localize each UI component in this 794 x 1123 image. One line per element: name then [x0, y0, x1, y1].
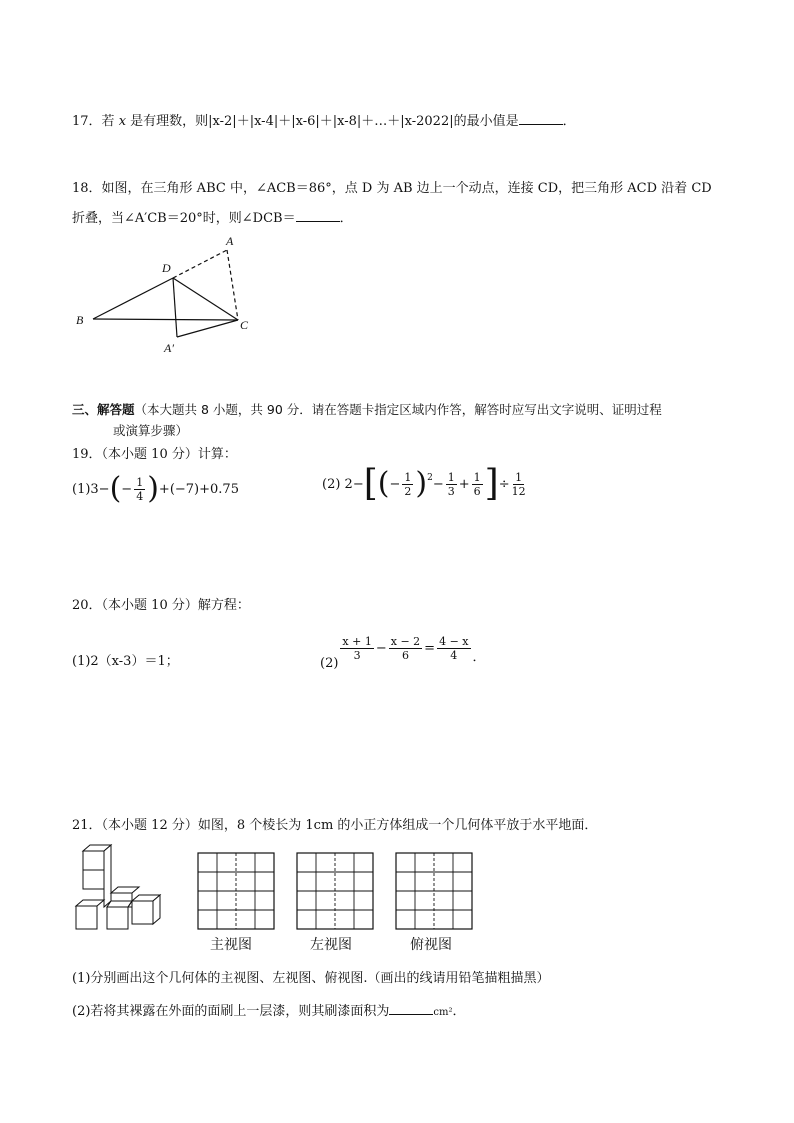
question-18-line2: 折叠，当∠A′CB＝20°时，则∠DCB＝ ．: [72, 211, 353, 226]
segment-DC: [173, 278, 238, 320]
section-3-heading-line2: 或演算步骤）: [113, 423, 189, 438]
question-21-header: 21．（本小题 12 分）如图，8 个棱长为 1cm 的小正方体组成一个几何体平放于水平地面．: [72, 818, 598, 833]
q17-text: 是有理数，则|x-2|＋|x-4|＋|x-6|＋|x-8|＋…＋|x-2022|的最小值是: [126, 114, 519, 129]
question-18-line1: 18．如图，在三角形 ABC 中，∠ACB＝86°，点 D 为 AB 边上一个动点，连接 CD，把三角形 ACD 沿着 CD: [72, 181, 712, 196]
grid-left-view[interactable]: [296, 852, 376, 932]
q20-part2: (2) $\frac{x + 1}{3}$ − $\frac{x - 2}{6}$ = $\frac{4 - x}{4}$ ．: [320, 635, 486, 671]
q18-number: 18．: [72, 181, 102, 196]
q21-part2: (2)若将其裸露在外面的面刷上一层漆，则其刷漆面积为 cm²．: [72, 1004, 466, 1019]
caption-top-view: 俯视图: [410, 937, 452, 953]
segment-DA-dashed: [173, 250, 227, 278]
answer-blank[interactable]: [519, 112, 563, 125]
label-A: A: [226, 234, 234, 248]
q19-part1: (1)3− ( − $\frac{1}{4}$ ) +(−7)+0.75: [72, 471, 239, 506]
answer-blank[interactable]: [389, 1002, 433, 1015]
fraction: $\frac{x - 2}{6}$: [390, 635, 421, 662]
caption-front-view: 主视图: [210, 937, 252, 953]
question-17: 17．若 x 是有理数，则|x-2|＋|x-4|＋|x-6|＋|x-8|＋…＋|x-2022|的最小值是 ．: [72, 114, 576, 129]
section-3-heading: [72, 400, 662, 418]
section-title: 三、解答题: [72, 402, 135, 417]
cube-solid-figure: [74, 843, 166, 933]
fraction: $\frac{1}{4}$: [136, 475, 144, 503]
grid-front-view[interactable]: [197, 852, 277, 932]
q17-number: 17．: [72, 114, 102, 129]
q20-part1: (1)2（x-3）＝1；: [72, 654, 179, 669]
q21-part1: (1)分别画出这个几何体的主视图、左视图、俯视图.（画出的线请用铅笔描粗描黑）: [72, 971, 550, 986]
label-C: C: [240, 318, 249, 332]
segment-BD: [93, 278, 173, 319]
section-desc: （本大题共 8 小题，共 90 分．请在答题卡指定区域内作答，解答时应写出文字说明、证明过程: [134, 402, 662, 417]
fraction: $\frac{1}{12}$: [511, 470, 526, 498]
fraction: $\frac{1}{3}$: [447, 470, 455, 498]
caption-left-view: 左视图: [310, 937, 352, 953]
triangle-figure: [70, 228, 270, 358]
label-B: B: [76, 313, 84, 327]
answer-blank[interactable]: [296, 209, 340, 222]
fraction: $\frac{4 - x}{4}$: [439, 635, 469, 662]
segment-AC-dashed: [227, 250, 238, 320]
grid-top-view[interactable]: [395, 852, 475, 932]
segment-A1C: [177, 320, 238, 337]
label-D: D: [162, 261, 171, 275]
fraction: $\frac{1}{6}$: [473, 470, 481, 498]
q19-part2: (2) 2− [ ( − $\frac{1}{2}$ ) $^2$ − $\frac{1}{3}$ + $\frac{1}{6}$ ] ÷ $\frac{1}{12}$: [322, 463, 526, 504]
segment-BC: [93, 319, 238, 320]
fraction: $\frac{x + 1}{3}$: [342, 635, 372, 662]
question-19-header: 19．（本小题 10 分）计算：: [72, 447, 237, 462]
segment-DA1: [173, 278, 177, 337]
label-A-prime: A′: [164, 341, 174, 355]
fraction: $\frac{1}{2}$: [404, 470, 412, 498]
question-20-header: 20．（本小题 10 分）解方程：: [72, 598, 250, 613]
